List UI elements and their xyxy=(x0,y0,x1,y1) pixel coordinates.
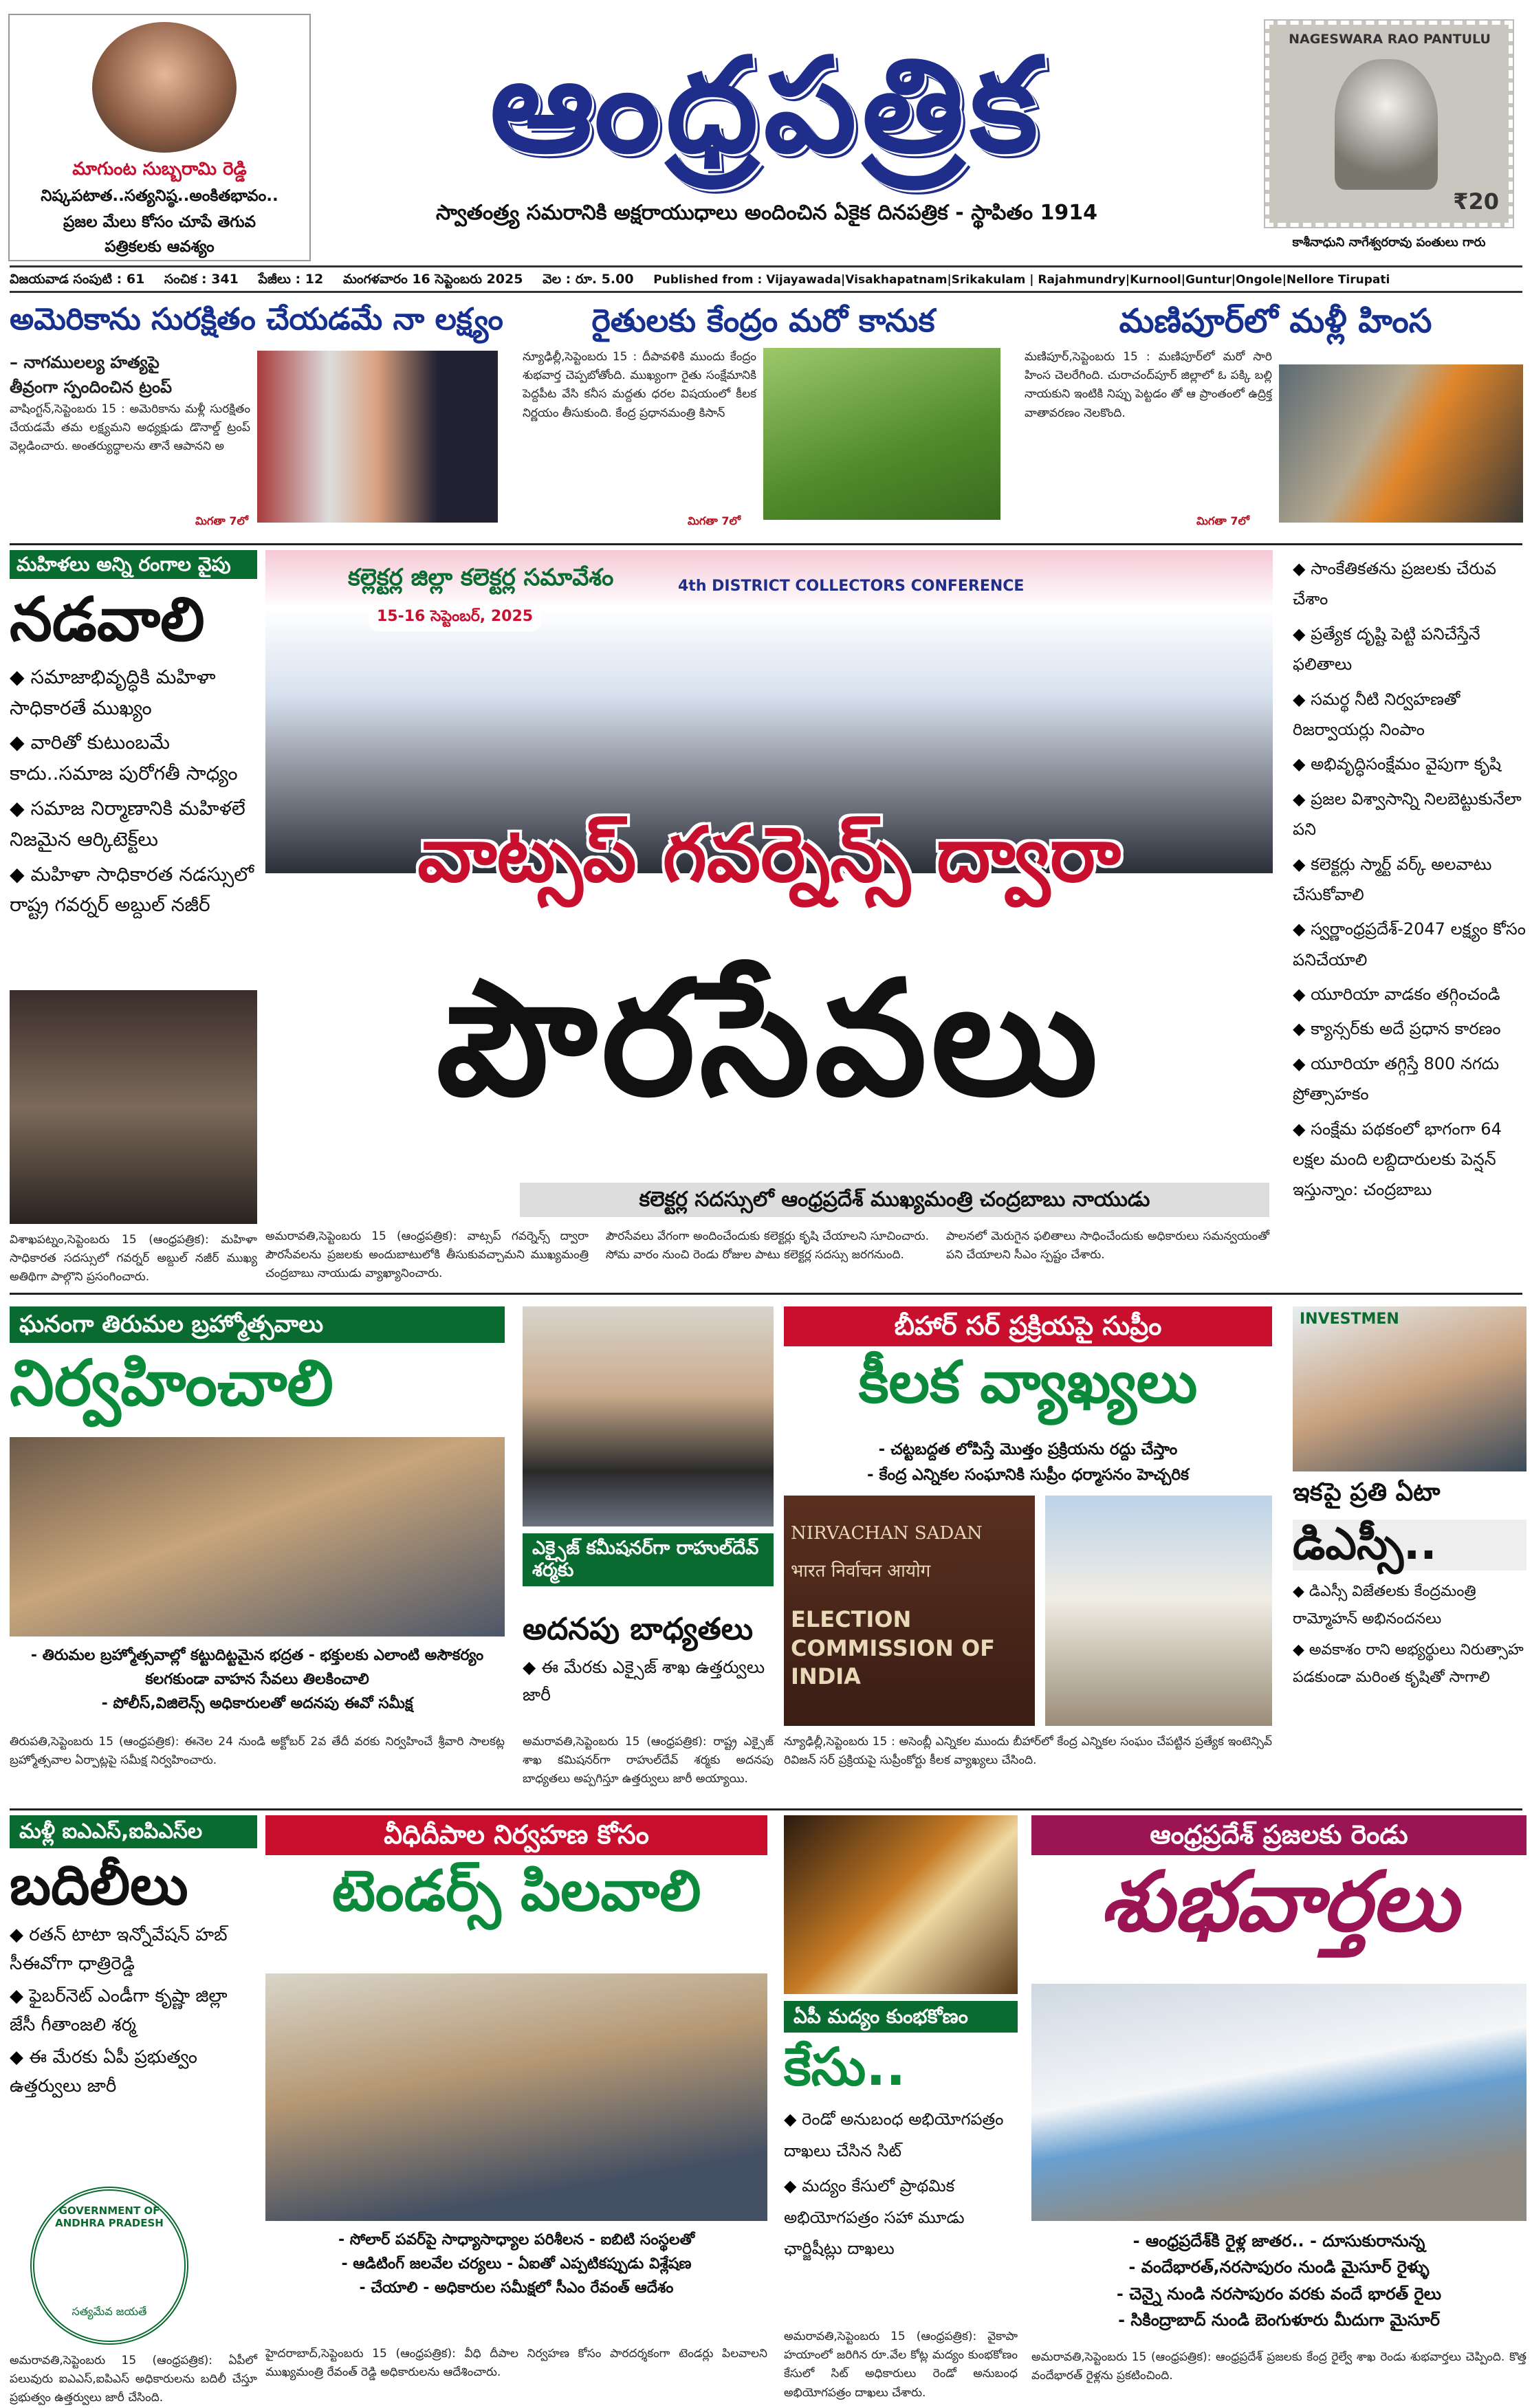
bullet: ◆ కలెక్టర్లు స్మార్ట్ వర్క్ అలవాటు చేసుకోవాలి xyxy=(1293,849,1526,910)
lead-headline: పౌరసేవలు xyxy=(436,948,1102,1131)
issue-number: సంచిక : 341 xyxy=(164,272,239,287)
subhead: - సోలార్ పవర్‌పై సాధ్యాసాధ్యాల పరిశీలన - ఐబిటి సంస్థలతో xyxy=(265,2228,767,2252)
masthead-tagline: స్వాతంత్ర్య సమరానికి అక్షరాయుధాలు అందించిన ఏకైక దినపత్రిక - స్థాపితం 1914 xyxy=(436,201,1097,225)
subhead: - చెన్నై నుండి నరసాపురం వరకు వందే భారత్ రైలు xyxy=(1031,2281,1526,2307)
photo-text: INVESTMEN xyxy=(1300,1311,1399,1328)
headline: కేసు.. xyxy=(784,2036,906,2097)
masthead-title: ఆంధ్రపత్రిక xyxy=(490,28,1044,182)
bullet: ◆ రెండో అనుబంధ అభియోగపత్రం దాఖలు చేసిన సిట్ xyxy=(784,2104,1018,2167)
subheads xyxy=(1031,2228,1526,2334)
bullet: ◆ అభివృద్ధిసంక్షేమం వైపుగా కృషి xyxy=(1293,749,1526,779)
kicker: మళ్లీ ఐఎఎస్,ఐపిఎస్‌ల xyxy=(10,1815,257,1848)
subheads xyxy=(784,1437,1272,1488)
story-farmers xyxy=(523,303,1004,536)
story-body: హైదరాబాద్,సెప్టెంబరు 15 (ఆంధ్రపత్రిక): వీధి దీపాల నిర్వహణ కోసం పారదర్శకంగా టెండర్లు పిలవాలని ముఖ్యమంత్రి రేవంత్ రెడ్డి అధికారులను ఆదేశించారు. xyxy=(265,2347,767,2380)
bullet: ◆ సంక్షేమ పథకంలో భాగంగా 64 లక్షల మంది లబ్దిదారులకు పెన్షన్ ఇస్తున్నాం: చంద్రబాబు xyxy=(1293,1114,1526,1205)
trump-photo xyxy=(257,351,498,523)
headline: నిర్వహించాలి xyxy=(10,1346,333,1420)
bullet: ◆ సమర్థ నీటి నిర్వహణతో రిజర్వాయర్లు నింపాం xyxy=(1293,684,1526,745)
subhead-2: తీవ్రంగా స్పందించిన ట్రంప్ xyxy=(10,377,173,397)
bullet: ◆ సమాజాభివృద్ధికి మహిళా సాధికారతే ముఖ్యం xyxy=(10,662,257,724)
page-count: పేజీలు : 12 xyxy=(258,272,324,287)
headline: అమెరికాను సురక్షితం చేయడమే నా లక్ష్యం xyxy=(10,302,503,337)
story-body: న్యూఢిల్లీ,సెప్టెంబరు 15 : దీపావళికి ముందు కేంద్రం శుభవార్త చెప్పబోతోంది. ముఖ్యంగా రైతు సంక్షేమానికి పెద్దపీట వేసి కనీస మద్దతు ధరల విషయంలో కీలక నిర్ణయం తీసుకుంది. కేంద్ర ప్రధానమంత్రి కిసాన్ xyxy=(523,350,756,420)
subhead: - చేయాలి - అధికారుల సమీక్షలో సీఎం రేవంత్ ఆదేశం xyxy=(265,2276,767,2300)
bullet-list xyxy=(10,1921,257,2101)
governor-photo xyxy=(10,990,257,1224)
stamp-portrait xyxy=(1335,59,1438,190)
story-good-news xyxy=(1031,1815,1526,2393)
stamp-name: NAGESWARA RAO PANTULU xyxy=(1289,32,1491,47)
story-body: అమరావతి,సెప్టెంబరు 15 (ఆంధ్రపత్రిక): ఆంధ్రప్రదేశ్ ప్రజలకు కేంద్ర రైల్వే శాఖ రెండు శుభవార్తలు చెప్పింది. కొత్త వందేభారత్ రైళ్లను ప్రకటించింది. xyxy=(1031,2350,1526,2383)
subhead: - ఆంధ్రప్రదేశ్‌కి రైళ్ల జాతర.. - దూసుకురానున్న xyxy=(1031,2228,1526,2254)
photo-text-3: ELECTION COMMISSION OF INDIA xyxy=(791,1606,996,1690)
kicker: ఇకపై ప్రతి ఏటా xyxy=(1293,1478,1441,1507)
minister-photo xyxy=(1293,1306,1526,1471)
continued: మిగతా 7లో xyxy=(195,514,248,527)
bullet: ◆ వారితో కుటుంబమే కాదు..సమాజ పురోగతీ సాధ్యం xyxy=(10,727,257,789)
price: వెల : రూ. 5.00 xyxy=(543,272,634,287)
bullet: ◆ డిఎస్సీ విజేతలకు కేంద్రమంత్రి రామ్మోహన్ అభినందనలు xyxy=(1293,1578,1526,1632)
stamp xyxy=(1265,21,1513,227)
lead-body-1: అమరావతి,సెప్టెంబరు 15 (ఆంధ్రపత్రిక): వాట్సప్ గవర్నెన్స్ ద్వారా పౌరసేవలను ప్రజలకు అందుబాటులోకి తీసుకువచ్చామని ముఖ్యమంత్రి చంద్రబాబు నాయుడు వ్యాఖ్యానించారు. xyxy=(265,1229,589,1281)
headline: డిఎస్సీ.. xyxy=(1293,1520,1526,1570)
story-body: తిరుపతి,సెప్టెంబరు 15 (ఆంధ్రపత్రిక): ఈనెల 24 నుండి అక్టోబర్ 2వ తేదీ వరకు నిర్వహించే శ్రీవారి సాలకట్ల బ్రహ్మోత్సవాల ఏర్పాట్లపై సమీక్ష నిర్వహించారు. xyxy=(10,1735,505,1768)
dateline xyxy=(10,265,1522,293)
subhead: - కేంద్ర ఎన్నికల సంఘానికి సుప్రీం ధర్మాసనం హెచ్చరిక xyxy=(784,1463,1272,1488)
kicker: ఏపీ మద్యం కుంభకోణం xyxy=(784,2001,1018,2033)
divider xyxy=(10,1293,1522,1295)
subheads xyxy=(265,2228,767,2301)
left-ad-line2: ప్రజల మేలు కోసం చూపే తెగువ xyxy=(63,213,256,231)
headline: నడవాలి xyxy=(10,583,205,655)
volume: విజయవాడ సంపుటి : 61 xyxy=(10,272,145,287)
photo-text-1: NIRVACHAN SADAN xyxy=(791,1523,983,1544)
bullet: ◆ సమాజ నిర్మాణానికి మహిళలే నిజమైన ఆర్కిటెక్ట్‌లు xyxy=(10,793,257,855)
story-tirumala xyxy=(10,1306,505,1802)
bullet: ◆ ఈ మేరకు ఎక్సైజ్ శాఖ ఉత్తర్వులు జారీ xyxy=(523,1654,774,1709)
government-seal xyxy=(30,2187,188,2345)
story-streetlights xyxy=(265,1815,767,2393)
story-body: విశాఖపట్నం,సెప్టెంబరు 15 (ఆంధ్రపత్రిక): మహిళా సాధికారత సదస్సులో గవర్నర్ అబ్దుల్ నజీర్ ముఖ్య అతిథిగా పాల్గొని ప్రసంగించారు. xyxy=(10,1233,257,1284)
left-ad-line3: పత్రికలకు ఆవశ్యం xyxy=(105,238,215,256)
stamp-caption: కాశీనాధుని నాగేశ్వరరావు పంతులు గారు xyxy=(1292,235,1486,250)
lead-bullets xyxy=(1293,554,1526,1282)
liquor-photo xyxy=(784,1815,1018,1994)
bullet: ◆ యూరియా వాడకం తగ్గించండి xyxy=(1293,979,1526,1009)
headline: శుభవార్తలు xyxy=(1099,1854,1458,1950)
right-ad xyxy=(1251,14,1526,261)
bullet: ◆ ఫైబర్‌నెట్ ఎండీగా కృష్ణా జిల్లా జేసీ గీతాంజలి శర్మ xyxy=(10,1982,257,2039)
kicker: ఆంధ్రప్రదేశ్ ప్రజలకు రెండు xyxy=(1031,1815,1526,1855)
bullet-list xyxy=(523,1654,774,1713)
officer-photo xyxy=(523,1306,774,1526)
bullet-list xyxy=(1293,1578,1526,1695)
headline: కీలక వ్యాఖ్యలు xyxy=(858,1348,1198,1416)
bullet: ◆ అవకాశం రాని అభ్యర్థులు నిరుత్సాహ పడకుండా మరింత కృషితో సాగాలి xyxy=(1293,1637,1526,1691)
left-ad-photo xyxy=(92,22,237,153)
subhead: - వందేభారత్,నరసాపురం నుండి మైసూర్ రైళ్ళు xyxy=(1031,2254,1526,2280)
headline: రైతులకు కేంద్రం మరో కానుక xyxy=(591,302,935,339)
story-body: అమరావతి,సెప్టెంబరు 15 (ఆంధ్రపత్రిక): వైకాపా హయాంలో జరిగిన రూ.వేల కోట్ల మద్యం కుంభకోణం కేసులో సిట్ అధికారులు రెండో అనుబంధ అభియోగపత్రం దాఖలు చేశారు. xyxy=(784,2330,1018,2400)
bullet: ◆ మద్యం కేసులో ప్రాథమిక అభియోగపత్రం సహా మూడు ఛార్జిషీట్లు దాఖలు xyxy=(784,2171,1018,2265)
headline: బదిలీలు xyxy=(10,1853,188,1917)
story-trump xyxy=(10,303,505,536)
bullet: ◆ రతన్ టాటా ఇన్నోవేషన్ హబ్ సీఈవోగా ధాత్రిరెడ్డి xyxy=(10,1921,257,1978)
kicker: వీధిదీపాల నిర్వహణ కోసం xyxy=(265,1815,767,1855)
supreme-court-photo xyxy=(1045,1496,1272,1726)
conference-banner: 4th DISTRICT COLLECTORS CONFERENCE xyxy=(678,578,1025,595)
photo-text-2: भारत निर्वाचन आयोग xyxy=(791,1561,931,1581)
bullet-list xyxy=(10,662,257,921)
review-meeting-photo xyxy=(265,1973,767,2221)
bullet: ◆ యూరియా తగ్గిస్తే 800 నగదు ప్రోత్సాహకం xyxy=(1293,1049,1526,1110)
lead-story xyxy=(265,550,1273,1286)
headline: మణిపూర్‌లో మళ్లీ హింస xyxy=(1119,302,1432,340)
story-body: అమరావతి,సెప్టెంబరు 15 (ఆంధ్రపత్రిక): రాష్ట్ర ఎక్సైజ్ శాఖ కమిషనర్‌గా రాహుల్‌దేవ్ శర్మకు అదనపు బాధ్యతలు అప్పగిస్తూ ఉత్తర్వులు జారీ అయ్యాయి. xyxy=(523,1735,774,1786)
bullet: ◆ స్వర్ణాంధ్రప్రదేశ్-2047 లక్ష్యం కోసం పనిచేయాలి xyxy=(1293,914,1526,975)
story-body: అమరావతి,సెప్టెంబరు 15 (ఆంధ్రపత్రిక): ఏపీలో పలువురు ఐఎఎస్,ఐపిఎస్ అధికారులను బదిలీ చేస్తూ ప్రభుత్వం ఉత్తర్వులు జారీ చేసింది. xyxy=(10,2354,257,2405)
subhead: - పోలీస్,విజిలెన్స్ అధికారులతో అదనపు ఈవో సమీక్ష xyxy=(10,1692,505,1716)
subheads xyxy=(10,1643,505,1716)
left-ad xyxy=(8,14,311,261)
bullet-list xyxy=(784,2104,1018,2269)
lead-kicker: వాట్సప్ గవర్నెన్స్ ద్వారా xyxy=(417,811,1121,899)
meeting-photo xyxy=(10,1437,505,1637)
lead-body-3: పాలనలో మెరుగైన ఫలితాలు సాధించేందుకు అధికారులు సమన్వయంతో పని చేయాలని సీఎం స్పష్టం చేశారు. xyxy=(946,1229,1269,1262)
subhead: - ఆడిటింగ్ జలవేల చర్యలు - ఏఐతో ఎప్పటికప్పుడు విశ్లేషణ xyxy=(265,2252,767,2276)
published-from: Published from : Vijayawada|Visakhapatnam|Srikakulam | Rajahmundry|Kurnool|Guntur|Ongole|Nellore Tirupati xyxy=(653,273,1390,287)
conference-title: కల్లెక్టర్ల జిల్లా కలెక్టర్ల సమావేశం xyxy=(348,564,614,591)
story-body: వాషింగ్టన్,సెప్టెంబరు 15 : అమెరికాను మళ్లీ సురక్షితం చేయడమే తమ లక్ష్యమని అధ్యక్షుడు డొనాల్డ్ ట్రంప్ వెల్లడించారు. అంతర్యుద్ధాలను తానే ఆపానని అ xyxy=(10,402,250,454)
lead-body-2: పౌరసేవలు వేగంగా అందించేందుకు కలెక్టర్లు కృషి చేయాలని సూచించారు. సోమ వారం నుంచి రెండు రోజుల పాటు కలెక్టర్ల సదస్సు జరగనుంది. xyxy=(606,1229,929,1262)
bullet: ◆ సాంకేతికతను ప్రజలకు చేరువ చేశాం xyxy=(1293,554,1526,615)
seal-motto: సత్యమేవ జయతే xyxy=(72,2305,147,2318)
seal-text: GOVERNMENT OF ANDHRA PRADESH xyxy=(55,2204,164,2229)
stamp-value: ₹20 xyxy=(1453,188,1499,215)
story-dsc xyxy=(1293,1306,1526,1802)
continued: మిగతా 7లో xyxy=(688,514,741,527)
bullet: ◆ ఈ మేరకు ఏపీ ప్రభుత్వం ఉత్తర్వులు జారీ xyxy=(10,2044,257,2101)
story-transfers xyxy=(10,1815,257,2405)
farmer-photo xyxy=(763,348,1000,520)
election-commission-photo xyxy=(784,1496,1035,1726)
headline: టెండర్స్ పిలవాలి xyxy=(331,1858,701,1924)
kicker: ఎక్సైజ్ కమీషనర్‌గా రాహుల్‌దేవ్ శర్మకు xyxy=(523,1533,774,1586)
story-liquor xyxy=(784,1815,1018,2400)
story-excise xyxy=(523,1306,774,1802)
story-bihar xyxy=(784,1306,1272,1802)
subhead: - సికింద్రాబాద్ నుండి బెంగుళూరు మీదుగా మైసూర్ xyxy=(1031,2307,1526,2333)
conference-dates: 15-16 సెప్టెంబర్, 2025 xyxy=(369,605,541,631)
fire-photo xyxy=(1279,364,1523,523)
subhead: – నాగములల్య హత్యపై xyxy=(10,353,160,372)
left-ad-name: మాగుంట సుబ్బరామి రెడ్డి xyxy=(72,159,247,179)
kicker: మహిళలు అన్ని రంగాల వైపు xyxy=(10,550,257,579)
bullet: ◆ మహిళా సాధికారత నడస్సులో రాష్ట్ర గవర్నర్ అబ్దుల్ నజీర్ xyxy=(10,860,257,921)
bullet: ◆ ప్రత్యేక దృష్టి పెట్టి పనిచేస్తేనే ఫలితాలు xyxy=(1293,619,1526,680)
left-ad-line1: నిష్కపటాత..సత్యనిష్ఠ..అంకితభావం.. xyxy=(41,187,278,205)
date: మంగళవారం 16 సెప్టెంబరు 2025 xyxy=(342,272,523,287)
story-women xyxy=(10,550,257,1286)
kicker: ఘనంగా తిరుమల బ్రహ్మోత్సవాలు xyxy=(10,1306,505,1343)
story-manipur xyxy=(1025,303,1526,536)
subhead: - తిరుమల బ్రహ్మోత్సవాల్లో కట్టుదిట్టమైన భద్రత - భక్తులకు ఎలాంటి అసౌకర్యం కలగకుండా వాహన సేవలు తిలకించాలి xyxy=(10,1643,505,1692)
subhead: - చట్టబద్దత లోపిస్తే మొత్తం ప్రక్రియను రద్దు చేస్తాం xyxy=(784,1437,1272,1463)
train-photo xyxy=(1031,1984,1526,2221)
kicker: బీహార్ సర్ ప్రక్రియపై సుప్రీం xyxy=(784,1306,1272,1346)
divider xyxy=(10,1808,1522,1810)
bullet: ◆ ప్రజల విశ్వాసాన్ని నిలబెట్టుకునేలా పని xyxy=(1293,784,1526,845)
divider xyxy=(10,543,1522,545)
bullet: ◆ క్యాన్సర్‌కు అదే ప్రధాన కారణం xyxy=(1293,1014,1526,1044)
story-body: మణిపూర్,సెప్టెంబరు 15 : మణిపూర్‌లో మరో సారి హింస చెలరేగింది. చురాచంద్‌పూర్ జిల్లాలో ఓ పక్కి బల్లి నాయకుని ఇంటికి నిప్పు పెట్టడం తో ఆ ప్రాంతంలో ఉద్రిక్త వాతావరణం నెలకొంది. xyxy=(1025,350,1272,420)
headline: అదనపు బాధ్యతలు xyxy=(523,1612,754,1647)
continued: మిగతా 7లో xyxy=(1196,514,1249,527)
lead-subline: కలెక్టర్ల సదస్సులో ఆంధ్రప్రదేశ్ ముఖ్యమంత్రి చంద్రబాబు నాయుడు xyxy=(520,1183,1269,1217)
story-body: న్యూఢిల్లీ,సెప్టెంబరు 15 : అసెంబ్లీ ఎన్నికల ముందు బీహార్‌లో కేంద్ర ఎన్నికల సంఘం చేపట్టిన ప్రత్యేక ఇంటెన్సివ్ రివిజన్ సర్ ప్రక్రియపై సుప్రీంకోర్టు కీలక వ్యాఖ్యలు చేసింది. xyxy=(784,1735,1272,1768)
